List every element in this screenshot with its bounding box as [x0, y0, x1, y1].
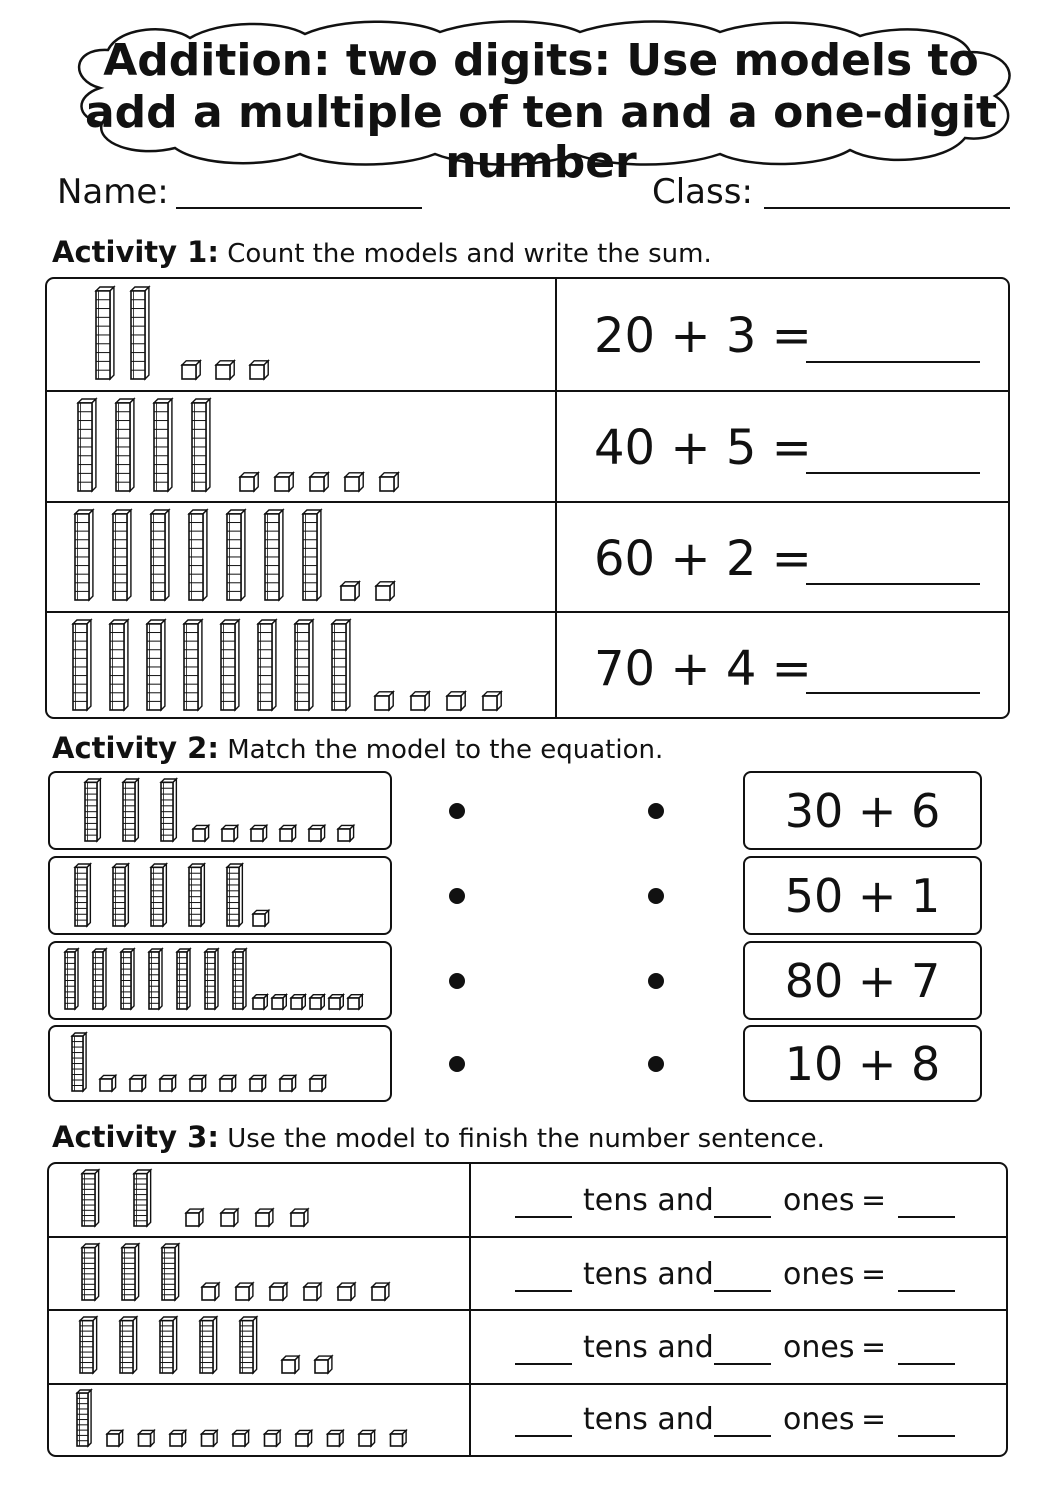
activity1-label: Activity 1: — [52, 235, 219, 269]
ten-rod — [93, 949, 106, 1009]
ten-rod — [110, 620, 128, 710]
match-dot-right[interactable] — [648, 973, 664, 989]
ten-rod — [227, 864, 242, 926]
one-cube — [190, 1075, 206, 1091]
ten-rod — [75, 510, 93, 600]
ten-rod — [162, 1244, 179, 1300]
base-ten-model — [85, 779, 385, 845]
class-label: Class: — [652, 172, 753, 212]
row-divider — [47, 1383, 1008, 1385]
one-cube — [348, 995, 362, 1009]
ones-text: ones — [783, 1257, 855, 1292]
activity2-instruction: Match the model to the equation. — [227, 735, 664, 765]
one-cube — [483, 692, 501, 710]
ones-answer-field[interactable] — [714, 1363, 771, 1365]
ones-text: ones — [783, 1402, 855, 1437]
activity2-heading — [52, 732, 663, 766]
ten-rod — [80, 1317, 97, 1373]
row-divider — [45, 390, 1010, 392]
one-cube — [391, 1430, 407, 1446]
base-ten-model — [82, 1244, 452, 1304]
one-cube — [270, 1283, 287, 1300]
ten-rod — [177, 949, 190, 1009]
ten-rod — [240, 1317, 257, 1373]
ten-rod — [77, 1390, 91, 1446]
ten-rod — [149, 949, 162, 1009]
match-equation: 30 + 6 — [784, 784, 941, 838]
one-cube — [100, 1075, 116, 1091]
one-cube — [282, 1356, 299, 1373]
one-cube — [250, 1075, 266, 1091]
activity1-heading — [52, 236, 712, 270]
title-line-2: add a multiple of ten and a one-digit number — [84, 87, 997, 188]
one-cube — [338, 1283, 355, 1300]
equals-sign: = — [861, 1183, 887, 1218]
one-cube — [202, 1283, 219, 1300]
row-divider — [47, 1309, 1008, 1311]
one-cube — [310, 473, 328, 491]
one-cube — [233, 1430, 249, 1446]
one-cube — [375, 692, 393, 710]
tens-text: tens and — [583, 1402, 714, 1437]
base-ten-model — [73, 620, 533, 716]
ten-rod — [332, 620, 350, 710]
tens-text: tens and — [583, 1330, 714, 1365]
one-cube — [130, 1075, 146, 1091]
ten-rod — [258, 620, 276, 710]
one-cube — [291, 995, 305, 1009]
match-dot-left[interactable] — [449, 1056, 465, 1072]
tens-text: tens and — [583, 1183, 714, 1218]
ten-rod — [122, 1244, 139, 1300]
ten-rod — [134, 1170, 151, 1226]
one-cube — [328, 1430, 344, 1446]
ten-rod — [113, 864, 128, 926]
ten-rod — [65, 949, 78, 1009]
ten-rod — [200, 1317, 217, 1373]
one-cube — [272, 995, 286, 1009]
ten-rod — [131, 287, 149, 379]
one-cube — [251, 825, 267, 841]
activity3-heading — [52, 1121, 825, 1155]
match-dot-right[interactable] — [648, 1056, 664, 1072]
answer-field[interactable] — [806, 472, 980, 474]
ten-rod — [85, 779, 100, 841]
name-label: Name: — [57, 172, 169, 212]
equation-text: 40 + 5 = — [594, 420, 812, 476]
ten-rod — [82, 1170, 99, 1226]
activity3-instruction: Use the model to finish the number sentence. — [227, 1124, 825, 1154]
ten-rod — [121, 949, 134, 1009]
base-ten-model — [75, 864, 375, 930]
ten-rod — [154, 399, 172, 491]
total-answer-field[interactable] — [898, 1363, 955, 1365]
answer-field[interactable] — [806, 583, 980, 585]
equation-text: 60 + 2 = — [594, 531, 812, 587]
ten-rod — [227, 510, 245, 600]
ten-rod — [184, 620, 202, 710]
match-equation: 10 + 8 — [784, 1037, 941, 1091]
match-dot-left[interactable] — [449, 888, 465, 904]
one-cube — [296, 1430, 312, 1446]
base-ten-model — [78, 399, 538, 495]
match-dot-left[interactable] — [449, 973, 465, 989]
one-cube — [359, 1430, 375, 1446]
ten-rod — [116, 399, 134, 491]
answer-field[interactable] — [806, 692, 980, 694]
tens-answer-field[interactable] — [515, 1363, 572, 1365]
ten-rod — [96, 287, 114, 379]
class-field[interactable] — [764, 207, 1010, 209]
tens-text: tens and — [583, 1257, 714, 1292]
one-cube — [250, 361, 268, 379]
title-line-1: Addition: two digits: Use models to — [103, 35, 979, 86]
total-answer-field[interactable] — [898, 1435, 955, 1437]
row-divider — [47, 1236, 1008, 1238]
ten-rod — [192, 399, 210, 491]
base-ten-model — [96, 287, 536, 383]
one-cube — [372, 1283, 389, 1300]
activity1-instruction: Count the models and write the sum. — [227, 239, 712, 269]
one-cube — [253, 910, 269, 926]
ten-rod — [120, 1317, 137, 1373]
base-ten-model — [82, 1170, 452, 1230]
one-cube — [256, 1209, 273, 1226]
ten-rod — [265, 510, 283, 600]
ten-rod — [161, 779, 176, 841]
ten-rod — [295, 620, 313, 710]
one-cube — [280, 825, 296, 841]
one-cube — [447, 692, 465, 710]
ten-rod — [113, 510, 131, 600]
one-cube — [280, 1075, 296, 1091]
ones-text: ones — [783, 1330, 855, 1365]
ten-rod — [75, 864, 90, 926]
match-equation: 50 + 1 — [784, 869, 941, 923]
one-cube — [304, 1283, 321, 1300]
ten-rod — [123, 779, 138, 841]
total-answer-field[interactable] — [898, 1290, 955, 1292]
one-cube — [345, 473, 363, 491]
ten-rod — [160, 1317, 177, 1373]
match-dot-right[interactable] — [648, 803, 664, 819]
ones-answer-field[interactable] — [714, 1290, 771, 1292]
one-cube — [310, 995, 324, 1009]
match-equation: 80 + 7 — [784, 954, 941, 1008]
ten-rod — [205, 949, 218, 1009]
equation-text: 20 + 3 = — [594, 308, 812, 364]
name-field[interactable] — [176, 207, 422, 209]
one-cube — [291, 1209, 308, 1226]
tens-answer-field[interactable] — [515, 1290, 572, 1292]
one-cube — [170, 1430, 186, 1446]
activity2-label: Activity 2: — [52, 731, 219, 765]
equals-sign: = — [861, 1330, 887, 1365]
match-dot-left[interactable] — [449, 803, 465, 819]
ten-rod — [221, 620, 239, 710]
activity3-label: Activity 3: — [52, 1120, 219, 1154]
one-cube — [338, 825, 354, 841]
answer-field[interactable] — [806, 361, 980, 363]
one-cube — [216, 361, 234, 379]
equation-text: 70 + 4 = — [594, 641, 812, 697]
row-divider — [45, 611, 1010, 613]
match-dot-right[interactable] — [648, 888, 664, 904]
one-cube — [221, 1209, 238, 1226]
one-cube — [139, 1430, 155, 1446]
row-divider — [45, 501, 1010, 503]
one-cube — [236, 1283, 253, 1300]
ten-rod — [189, 510, 207, 600]
ten-rod — [233, 949, 246, 1009]
one-cube — [309, 825, 325, 841]
base-ten-model — [75, 510, 535, 606]
one-cube — [275, 473, 293, 491]
total-answer-field[interactable] — [898, 1216, 955, 1218]
one-cube — [380, 473, 398, 491]
ten-rod — [72, 1033, 86, 1091]
ten-rod — [189, 864, 204, 926]
one-cube — [186, 1209, 203, 1226]
base-ten-model — [65, 949, 387, 1015]
one-cube — [220, 1075, 236, 1091]
one-cube — [329, 995, 343, 1009]
ten-rod — [147, 620, 165, 710]
ten-rod — [151, 864, 166, 926]
base-ten-model — [77, 1390, 457, 1450]
activity1-divider — [555, 277, 557, 719]
tens-answer-field[interactable] — [515, 1216, 572, 1218]
one-cube — [160, 1075, 176, 1091]
one-cube — [107, 1430, 123, 1446]
tens-answer-field[interactable] — [515, 1435, 572, 1437]
one-cube — [202, 1430, 218, 1446]
ten-rod — [78, 399, 96, 491]
one-cube — [310, 1075, 326, 1091]
one-cube — [341, 582, 359, 600]
ones-text: ones — [783, 1183, 855, 1218]
ten-rod — [303, 510, 321, 600]
base-ten-model — [80, 1317, 450, 1377]
ten-rod — [82, 1244, 99, 1300]
one-cube — [315, 1356, 332, 1373]
one-cube — [411, 692, 429, 710]
one-cube — [222, 825, 238, 841]
ten-rod — [73, 620, 91, 710]
equals-sign: = — [861, 1257, 887, 1292]
ones-answer-field[interactable] — [714, 1216, 771, 1218]
one-cube — [265, 1430, 281, 1446]
one-cube — [182, 361, 200, 379]
ones-answer-field[interactable] — [714, 1435, 771, 1437]
one-cube — [240, 473, 258, 491]
equals-sign: = — [861, 1402, 887, 1437]
ten-rod — [151, 510, 169, 600]
base-ten-model — [72, 1033, 382, 1095]
one-cube — [193, 825, 209, 841]
one-cube — [376, 582, 394, 600]
one-cube — [253, 995, 267, 1009]
